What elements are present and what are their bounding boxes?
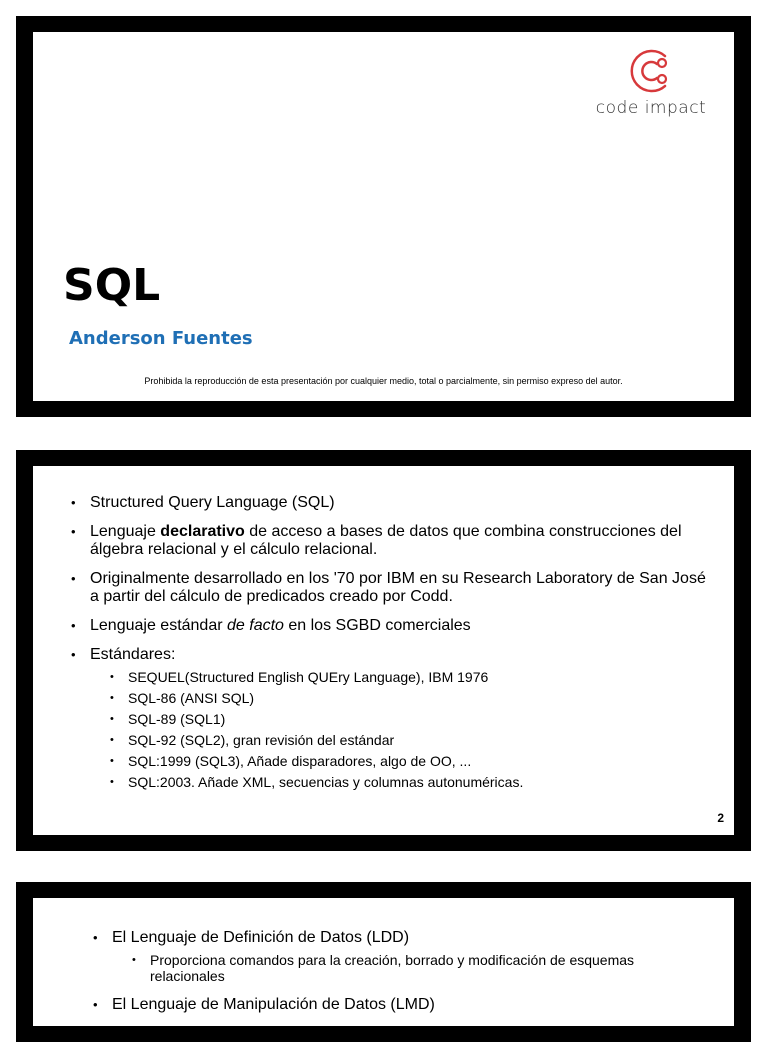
- slide-content: [33, 32, 734, 401]
- sub-bullet-item: • SEQUEL(Structured English QUEry Language), IBM 1976: [110, 669, 710, 686]
- copyright-notice: Prohibida la reproducción de esta presentación por cualquier medio, total o parcialmente, sin permiso expreso del autor.: [144, 376, 623, 386]
- code-impact-logo: [586, 46, 716, 118]
- sub-bullet-item: • SQL-86 (ANSI SQL): [110, 690, 710, 707]
- sub-bullet-item: • SQL:1999 (SQL3), Añade disparadores, algo de OO, ...: [110, 753, 710, 770]
- sub-bullet-list: [132, 952, 694, 984]
- code-impact-logo-icon: [626, 46, 676, 96]
- logo-text: code impact: [595, 98, 707, 118]
- slide-title-text: SQL: [63, 260, 161, 311]
- bold-term: declarativo: [160, 523, 245, 540]
- bullet-list: [93, 929, 694, 1026]
- page-number: 2: [717, 811, 724, 825]
- slide-title: [16, 16, 751, 417]
- italic-term: de facto: [227, 617, 284, 634]
- sub-bullet-item: • Proporciona comandos para la creación, borrado y modificación de esquemas relacionales: [132, 952, 694, 984]
- bullet-item: • El Lenguaje de Manipulación de Datos (LMD): [93, 996, 694, 1014]
- slide-sql-languages: [16, 882, 751, 1042]
- bullet-item: • Originalmente desarrollado en los '70 por IBM en su Research Laboratory de San José a partir del cálculo de predicados creado por Codd.: [71, 570, 710, 606]
- sub-bullet-item: • SQL-92 (SQL2), gran revisión del estándar: [110, 732, 710, 749]
- sub-bullet-item: • SQL-89 (SQL1): [110, 711, 710, 728]
- slide-content: [33, 898, 734, 1026]
- bullet-item: • Lenguaje declarativo de acceso a bases de datos que combina construcciones del álgebra relacional y el cálculo relacional.: [71, 523, 710, 559]
- bullet-item: • El Lenguaje de Definición de Datos (LDD) • Proporciona comandos para la creación, borrado y modificación de esquemas relacionales: [93, 929, 694, 984]
- bullet-item: • Estándares: • SEQUEL(Structured English QUEry Language), IBM 1976 • SQL-86 (ANSI SQL) • SQL-89 (SQL1) • SQL-92 (SQL2), gran revisión del estándar • SQL:1999 (SQL3), Añade disparadores, algo de OO, ... • SQL:2003. Añade XML, secuencias y columnas autonuméricas.: [71, 646, 710, 791]
- bullet-item: • Structured Query Language (SQL): [71, 494, 710, 512]
- author-name: Anderson Fuentes: [69, 328, 253, 349]
- slide-sql-overview: [16, 450, 751, 851]
- slide-content: [33, 466, 734, 835]
- sub-bullet-item: • SQL:2003. Añade XML, secuencias y columnas autonuméricas.: [110, 774, 710, 791]
- bullet-item: • Lenguaje estándar de facto en los SGBD comerciales: [71, 617, 710, 635]
- standards-list: [110, 669, 710, 791]
- bullet-list: [71, 494, 710, 802]
